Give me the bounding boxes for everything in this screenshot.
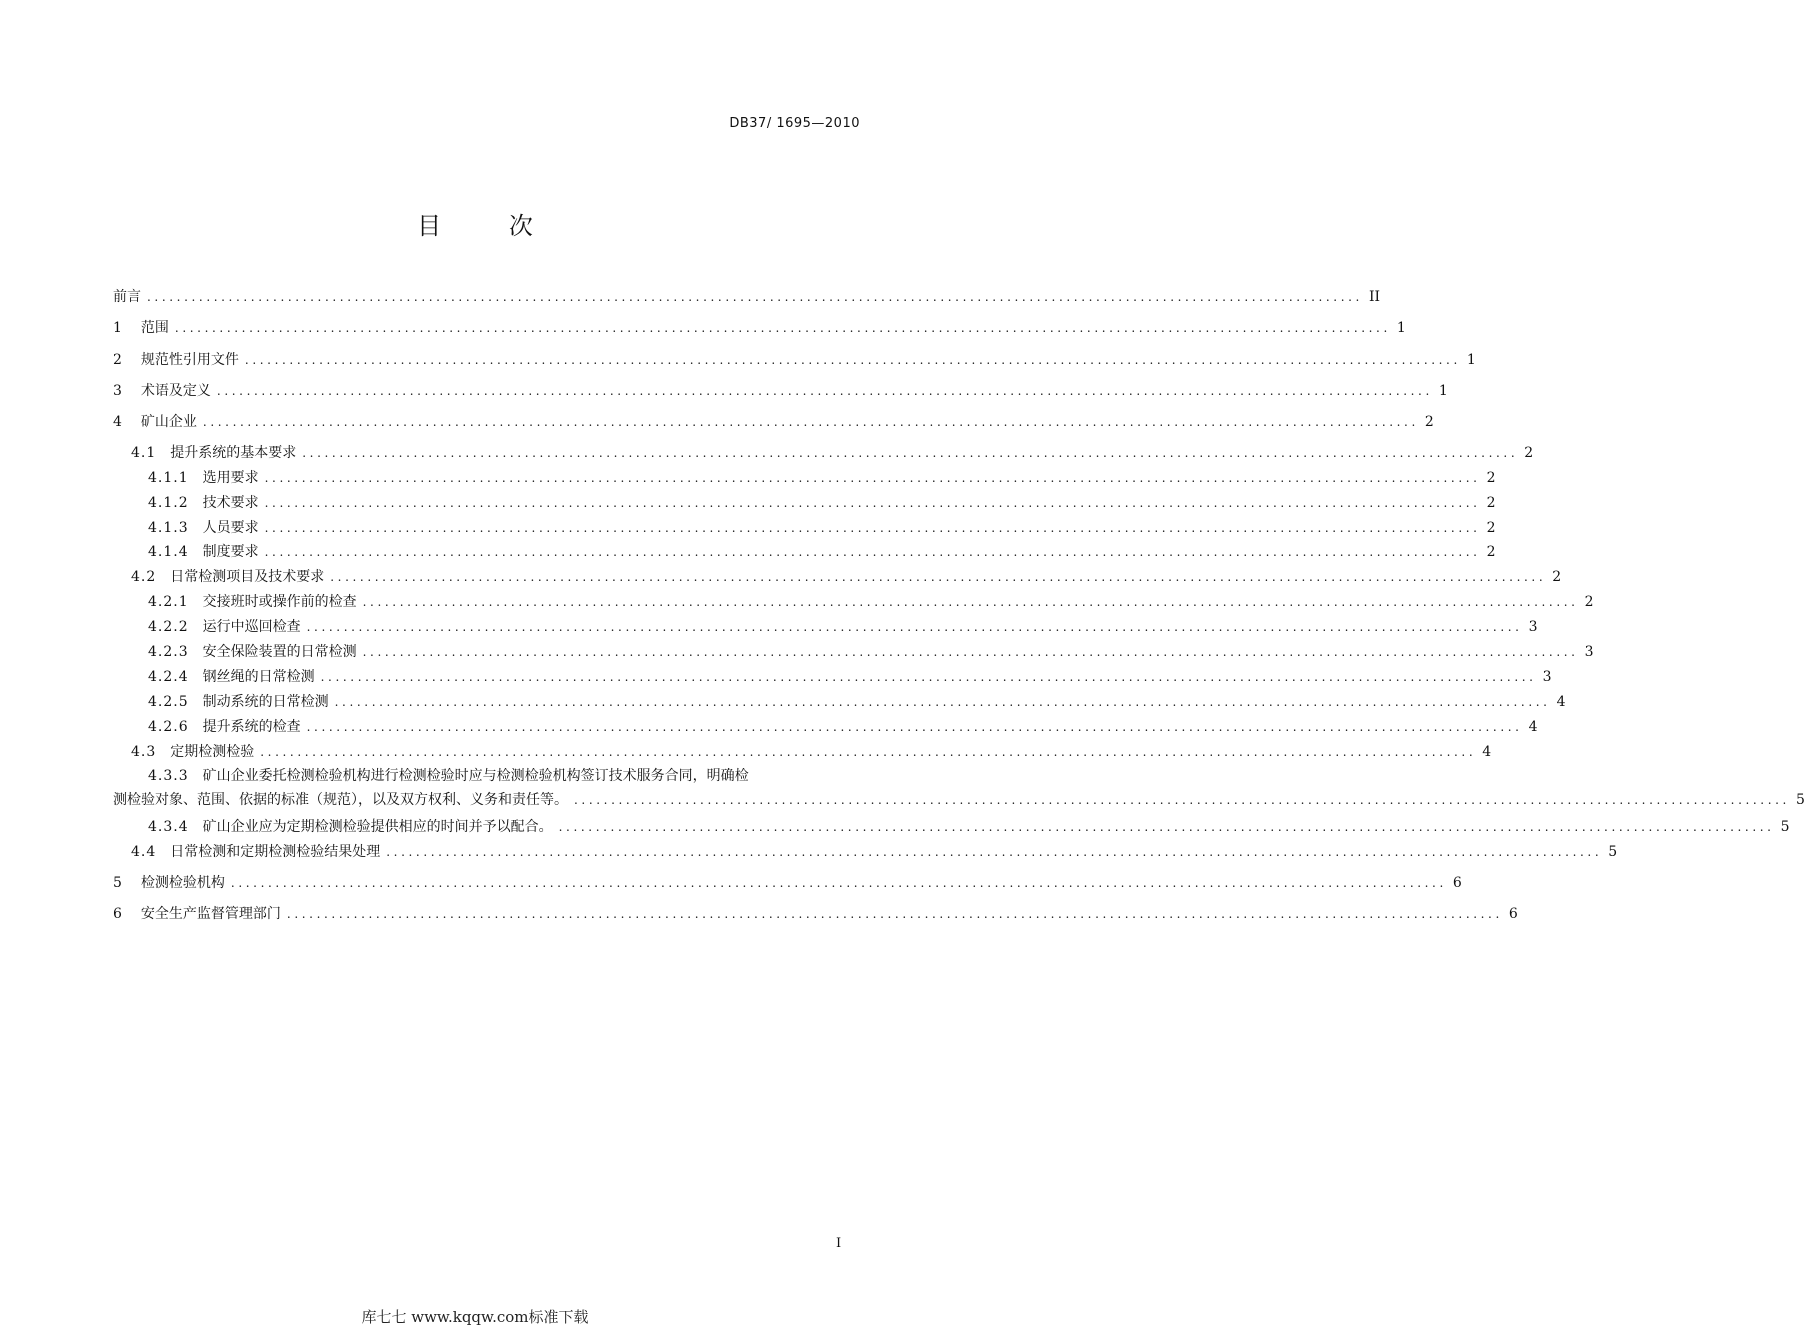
toc-page: 6 [1508,906,1518,922]
toc-label: 检测检验机构 [140,875,225,891]
toc-number: 4.2 [131,569,157,585]
toc-entry-1[interactable] [0,318,1406,338]
toc-page: 2 [1486,520,1496,536]
toc-page: 1 [1438,383,1448,399]
toc-label: 人员要求 [202,520,259,536]
toc-number: 4.3.4 [148,819,189,835]
toc-page: II [1368,289,1381,305]
toc-leader-dots: .................................................................................................................................................................... [244,353,1461,367]
toc-label: 术语及定义 [140,383,211,399]
toc-page: 2 [1486,495,1496,511]
toc-entry-5[interactable] [0,873,1462,893]
toc-leader-dots: .................................................................................................................................................................... [216,384,1433,398]
toc-number: 4.1.1 [148,470,189,486]
toc-entry-4-2-2[interactable] [0,617,1538,637]
toc-page: 5 [1780,819,1790,835]
toc-entry-4-3[interactable] [0,742,1492,762]
toc-number: 4.2.3 [148,644,189,660]
toc-label: 矿山企业应为定期检测检验提供相应的时间并予以配合。 [202,819,553,835]
toc-number: 4.3.3 [148,768,189,784]
page-number: I [836,1236,842,1251]
toc-page: 3 [1528,619,1538,635]
toc-label: 定期检测检验 [170,744,255,760]
toc-leader-dots: .................................................................................................................................................................... [558,820,1775,834]
toc-page: 2 [1584,594,1594,610]
toc-leader-dots: .................................................................................................................................................................... [264,496,1481,510]
toc-page: 2 [1486,544,1496,560]
toc-number: 5 [113,875,123,891]
toc-number: 4.2.6 [148,719,189,735]
toc-number: 4.2.2 [148,619,189,635]
toc-page: 5 [1608,844,1618,860]
toc-label: 日常检测和定期检测检验结果处理 [170,844,381,860]
toc-entry-4-1-2[interactable] [0,493,1496,513]
toc-entry-4-2-3[interactable] [0,642,1594,662]
toc-entry-4-2[interactable] [0,567,1562,587]
toc-number: 4.2.5 [148,694,189,710]
toc-number: 4.1.4 [148,544,189,560]
toc-leader-dots: .................................................................................................................................................................... [306,720,1523,734]
toc-number: 4.1.3 [148,520,189,536]
toc-label: 安全生产监督管理部门 [140,906,281,922]
toc-entry-4-3-4[interactable] [0,817,1790,837]
toc-entry-4-4[interactable] [0,842,1618,862]
toc-page: 3 [1584,644,1594,660]
footer-watermark: 库七七 www.kqqw.com标准下载 [361,1308,589,1326]
toc-page: 6 [1452,875,1462,891]
toc-leader-dots: .................................................................................................................................................................... [264,471,1481,485]
toc-leader-dots: .................................................................................................................................................................... [334,695,1551,709]
toc-leader-dots: .................................................................................................................................................................... [202,415,1419,429]
toc-label-line-2: 测检验对象、范围、依据的标准（规范），以及双方权利、义务和责任等。 [113,792,568,808]
toc-page: 2 [1524,445,1534,461]
toc-number: 6 [113,906,123,922]
toc-leader-dots: .................................................................................................................................................................... [386,845,1603,859]
toc-leader-dots: .................................................................................................................................................................... [574,793,1790,807]
toc-number: 4.3 [131,744,157,760]
toc-page: 2 [1552,569,1562,585]
toc-title [0,206,950,241]
toc-entry-4-1[interactable] [0,443,1534,463]
toc-number: 3 [113,383,123,399]
toc-label: 提升系统的检查 [202,719,301,735]
toc-leader-dots: .................................................................................................................................................................... [264,545,1481,559]
toc-entry-4-3-3[interactable] [0,764,1805,812]
toc-label: 运行中巡回检查 [202,619,301,635]
toc-page: 4 [1556,694,1566,710]
toc-label: 矿山企业 [140,414,197,430]
toc-page: 1 [1466,352,1476,368]
toc-label: 日常检测项目及技术要求 [170,569,325,585]
toc-number: 4 [113,414,123,430]
toc-leader-dots: .................................................................................................................................................................... [264,521,1481,535]
toc-page: 2 [1486,470,1496,486]
toc-label-line-1: 矿山企业委托检测检验机构进行检测检验时应与检测检验机构签订技术服务合同，明确检 [202,768,749,784]
toc-label: 制度要求 [202,544,259,560]
toc-label: 钢丝绳的日常检测 [202,669,315,685]
toc-number: 2 [113,352,123,368]
toc-leader-dots: .................................................................................................................................................................... [286,907,1503,921]
toc-entry-4-2-5[interactable] [0,692,1566,712]
toc-number: 1 [113,320,123,336]
toc-label: 规范性引用文件 [140,352,239,368]
document-code: DB37/ 1695—2010 [729,116,860,131]
toc-label: 交接班时或操作前的检查 [202,594,357,610]
toc-label: 提升系统的基本要求 [170,445,297,461]
toc-entry-4-2-4[interactable] [0,667,1552,687]
toc-number: 4.2.1 [148,594,189,610]
toc-page: 2 [1424,414,1434,430]
toc-label: 安全保险装置的日常检测 [202,644,357,660]
toc-label: 范围 [140,320,169,336]
toc-page: 5 [1795,792,1805,808]
toc-entry-4-1-1[interactable] [0,468,1496,488]
toc-title-char-2: 次 [508,212,533,240]
toc-leader-dots: .................................................................................................................................................................... [147,290,1363,304]
toc-label: 前言 [113,289,141,305]
toc-label: 技术要求 [202,495,259,511]
toc-page: 1 [1396,320,1406,336]
toc-page: 4 [1482,744,1492,760]
toc-entry-4-2-6[interactable] [0,717,1538,737]
toc-entry-3[interactable] [0,381,1448,401]
toc-title-char-1: 目 [417,212,442,240]
toc-label: 选用要求 [202,470,259,486]
toc-number: 4.1.2 [148,495,189,511]
toc-leader-dots: .................................................................................................................................................................... [230,876,1447,890]
toc-entry-4-2-1[interactable] [0,592,1594,612]
toc-leader-dots: .................................................................................................................................................................... [330,570,1547,584]
toc-number: 4.4 [131,844,157,860]
toc-leader-dots: .................................................................................................................................................................... [362,595,1579,609]
toc-entry-6[interactable] [0,904,1518,924]
toc-leader-dots: .................................................................................................................................................................... [320,670,1537,684]
toc-entry-4-1-3[interactable] [0,518,1496,538]
toc-leader-dots: .................................................................................................................................................................... [302,446,1519,460]
toc-leader-dots: .................................................................................................................................................................... [306,620,1523,634]
toc-number: 4.2.4 [148,669,189,685]
toc-entry-4-1-4[interactable] [0,542,1496,562]
toc-leader-dots: .................................................................................................................................................................... [174,321,1391,335]
toc-entry-4[interactable] [0,412,1434,432]
toc-entry-foreword[interactable] [0,287,1381,307]
toc-leader-dots: .................................................................................................................................................................... [260,745,1477,759]
toc-label: 制动系统的日常检测 [202,694,329,710]
toc-page: 4 [1528,719,1538,735]
toc-leader-dots: .................................................................................................................................................................... [362,645,1579,659]
toc-number: 4.1 [131,445,157,461]
toc-entry-2[interactable] [0,350,1476,370]
toc-page: 3 [1542,669,1552,685]
